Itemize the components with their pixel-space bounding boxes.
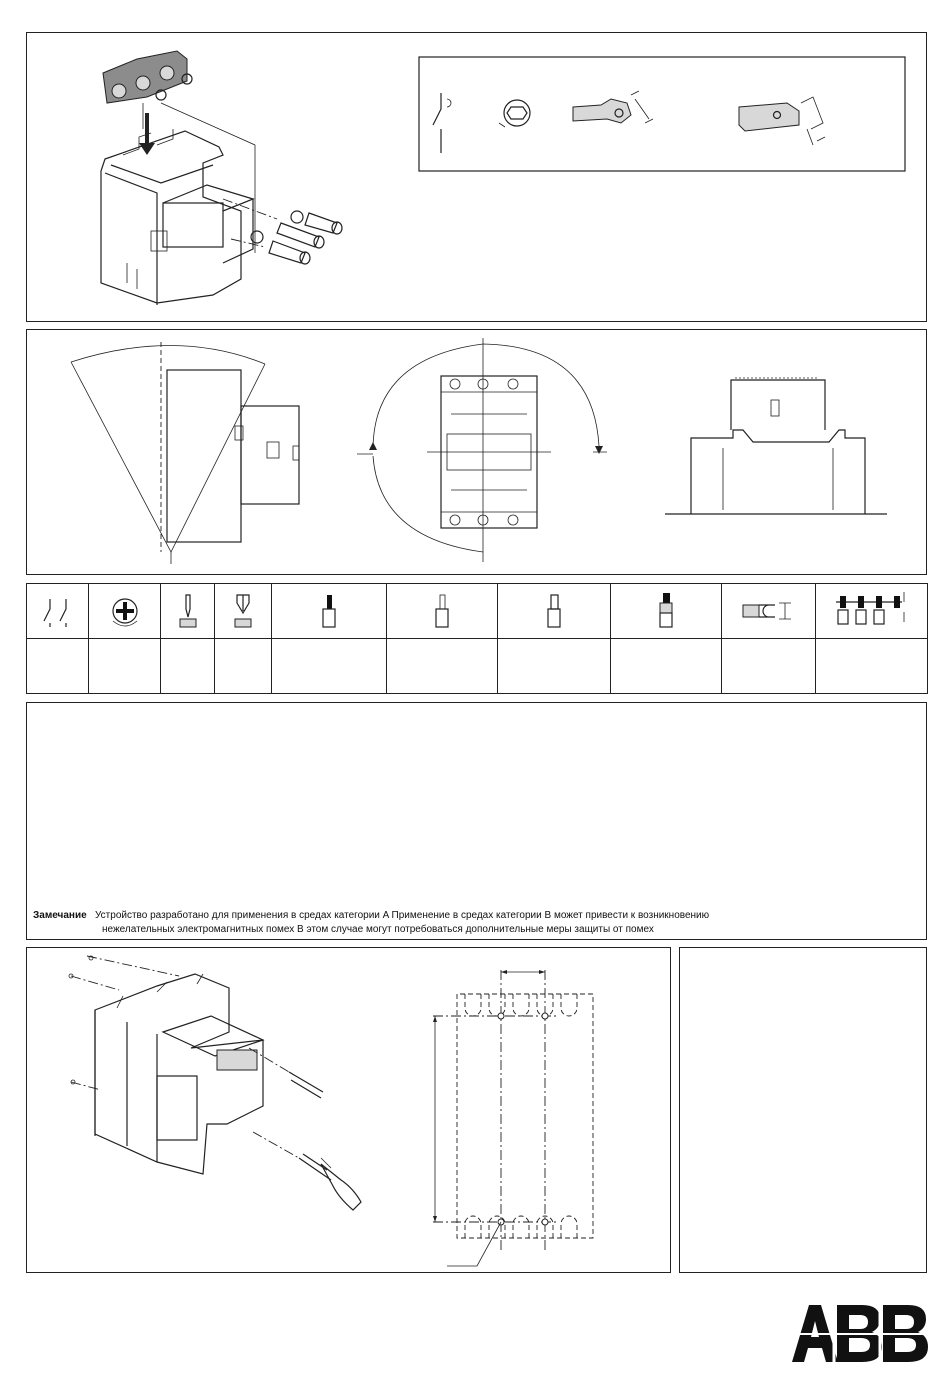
drilling-template	[433, 970, 593, 1266]
contactor-body	[101, 129, 253, 305]
value-cell	[272, 639, 387, 694]
value-cell	[611, 639, 722, 694]
flat-screwdriver-icon	[161, 584, 215, 639]
switch-off-icon	[433, 93, 451, 153]
value-cell	[215, 639, 272, 694]
abb-logo	[792, 1305, 928, 1362]
fixing-panel	[26, 947, 671, 1273]
value-cell	[89, 639, 161, 694]
cable-lug-icon	[573, 91, 653, 123]
note-line-1: Устройство разработано для применения в средах категории A Применение в средах категории B может привести к возникновению	[95, 910, 710, 921]
tilt-angle-view	[71, 342, 299, 564]
device-fixing-view	[69, 956, 361, 1210]
hex-key-icon	[499, 100, 530, 127]
value-cell	[722, 639, 816, 694]
note-line-2: нежелательных электромагнитных помех В этом случае могут потребоваться дополнительные меры защиты от помех	[102, 924, 654, 935]
tool-icon-frame	[419, 57, 905, 171]
switch-off-icon	[27, 584, 89, 639]
screws	[161, 103, 342, 264]
mounting-positions-panel	[26, 329, 927, 575]
stranded-wire-icon	[387, 584, 498, 639]
text-panel	[26, 702, 927, 940]
value-cell	[816, 639, 928, 694]
tools-table	[26, 583, 928, 694]
value-cell	[498, 639, 611, 694]
mounting-plane-view	[665, 378, 887, 514]
busbar-icon	[739, 97, 825, 145]
terminal-bar	[103, 51, 192, 155]
torque-icon	[89, 584, 161, 639]
mounting-positions-drawing	[27, 330, 926, 574]
solid-wire-icon	[272, 584, 387, 639]
note-label: Замечание	[33, 910, 87, 921]
terminal-mounting-drawing	[27, 33, 926, 321]
rotation-view	[357, 338, 607, 562]
ferrule-wire-icon	[611, 584, 722, 639]
emc-note	[33, 909, 709, 937]
cable-lug-icon	[722, 584, 816, 639]
value-cell	[387, 639, 498, 694]
value-cell	[161, 639, 215, 694]
fixing-drawing	[27, 948, 670, 1272]
pozidriv-screwdriver-icon	[215, 584, 272, 639]
terminal-mounting-panel	[26, 32, 927, 322]
busbar-dimension-icon	[816, 584, 928, 639]
flexible-wire-icon	[498, 584, 611, 639]
value-cell	[27, 639, 89, 694]
side-panel	[679, 947, 927, 1273]
